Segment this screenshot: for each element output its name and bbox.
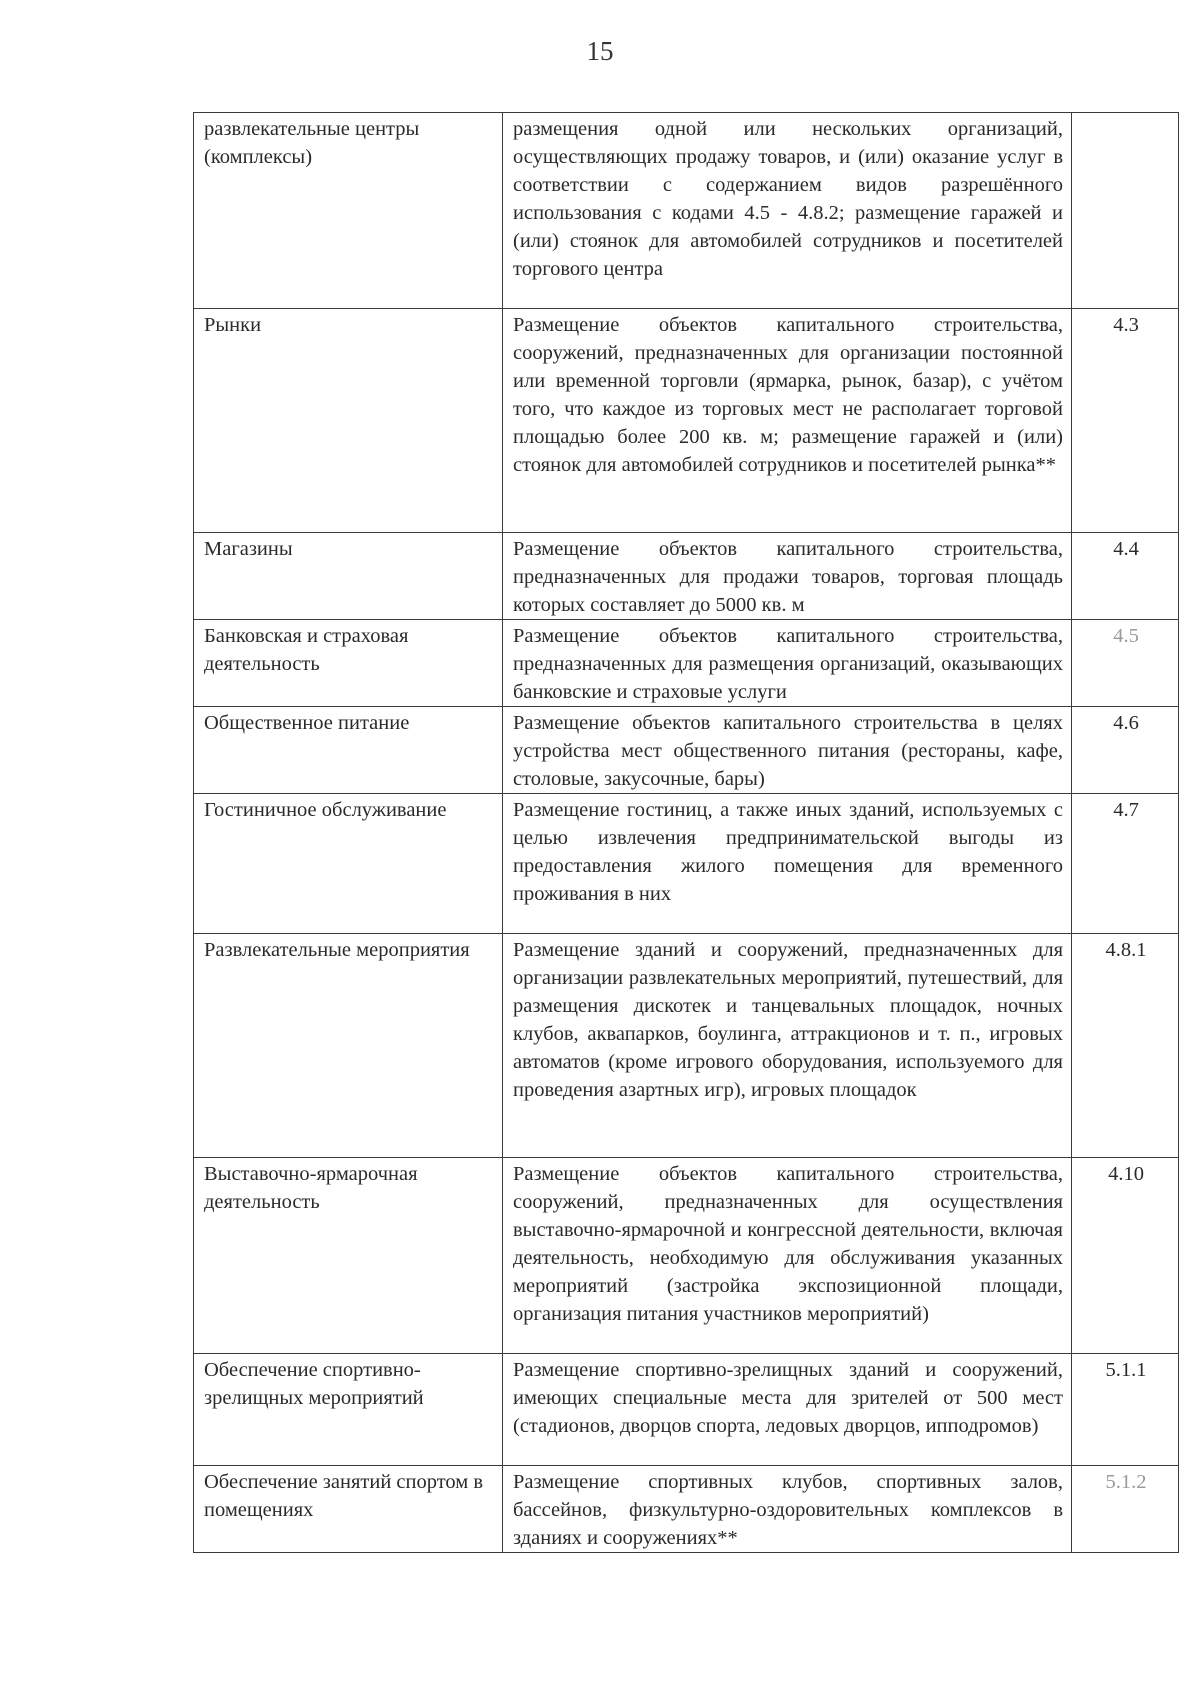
table-row xyxy=(194,707,1179,794)
use-name: Обеспечение спортивно-зрелищных мероприятий xyxy=(194,1354,503,1466)
page-number: 15 xyxy=(586,36,614,66)
table-row xyxy=(194,533,1179,620)
use-name: Рынки xyxy=(194,309,503,533)
use-description: Размещение зданий и сооружений, предназначенных для организации развлекательных мероприятий, путешествий, для размещения дискотек и танцевальных площадок, ночных клубов, аквапарков, боулинга, аттракционов и т. п., игровых автоматов (кроме игрового оборудования, используемого для проведения азартных игр), игровых площадок xyxy=(503,934,1072,1158)
use-name: Гостиничное обслуживание xyxy=(194,794,503,934)
use-code: 4.7 xyxy=(1072,794,1179,934)
use-description: Размещение объектов капитального строительства, сооружений, предназначенных для организации постоянной или временной торговли (ярмарка, рынок, базар), с учётом того, что каждое из торговых мест не располагает торговой площадью более 200 кв. м; размещение гаражей и (или) стоянок для автомобилей сотрудников и посетителей рынка** xyxy=(503,309,1072,533)
use-description: Размещение объектов капитального строительства в целях устройства мест общественного питания (рестораны, кафе, столовые, закусочные, бары) xyxy=(503,707,1072,794)
use-name: развлекательные центры (комплексы) xyxy=(194,113,503,309)
use-code: 4.5 xyxy=(1072,620,1179,707)
table-row xyxy=(194,309,1179,533)
land-use-table xyxy=(193,112,1179,1553)
use-name: Магазины xyxy=(194,533,503,620)
table-row xyxy=(194,113,1179,309)
table-row xyxy=(194,1354,1179,1466)
use-name: Развлекательные мероприятия xyxy=(194,934,503,1158)
use-code xyxy=(1072,113,1179,309)
use-name: Общественное питание xyxy=(194,707,503,794)
use-name: Банковская и страховая деятельность xyxy=(194,620,503,707)
table-row xyxy=(194,1466,1179,1553)
use-code: 4.4 xyxy=(1072,533,1179,620)
use-description: Размещение объектов капитального строительства, предназначенных для продажи товаров, торговая площадь которых составляет до 5000 кв. м xyxy=(503,533,1072,620)
use-code: 5.1.2 xyxy=(1072,1466,1179,1553)
use-description: Размещение объектов капитального строительства, предназначенных для размещения организаций, оказывающих банковские и страховые услуги xyxy=(503,620,1072,707)
use-name: Обеспечение занятий спортом в помещениях xyxy=(194,1466,503,1553)
use-description: Размещение гостиниц, а также иных зданий, используемых с целью извлечения предпринимательской выгоды из предоставления жилого помещения для временного проживания в них xyxy=(503,794,1072,934)
table-row xyxy=(194,1158,1179,1354)
use-code: 4.8.1 xyxy=(1072,934,1179,1158)
table-row xyxy=(194,934,1179,1158)
table-row xyxy=(194,620,1179,707)
use-description: Размещение спортивных клубов, спортивных залов, бассейнов, физкультурно-оздоровительных комплексов в зданиях и сооружениях** xyxy=(503,1466,1072,1553)
use-description: Размещение спортивно-зрелищных зданий и сооружений, имеющих специальные места для зрителей от 500 мест (стадионов, дворцов спорта, ледовых дворцов, ипподромов) xyxy=(503,1354,1072,1466)
use-name: Выставочно-ярмарочная деятельность xyxy=(194,1158,503,1354)
use-code: 4.10 xyxy=(1072,1158,1179,1354)
use-description: размещения одной или нескольких организаций, осуществляющих продажу товаров, и (или) оказание услуг в соответствии с содержанием видов разрешённого использования с кодами 4.5 - 4.8.2; размещение гаражей и (или) стоянок для автомобилей сотрудников и посетителей торгового центра xyxy=(503,113,1072,309)
table-row xyxy=(194,794,1179,934)
use-code: 5.1.1 xyxy=(1072,1354,1179,1466)
use-description: Размещение объектов капитального строительства, сооружений, предназначенных для осуществления выставочно-ярмарочной и конгрессной деятельности, включая деятельность, необходимую для обслуживания указанных мероприятий (застройка экспозиционной площади, организация питания участников мероприятий) xyxy=(503,1158,1072,1354)
use-code: 4.3 xyxy=(1072,309,1179,533)
use-code: 4.6 xyxy=(1072,707,1179,794)
